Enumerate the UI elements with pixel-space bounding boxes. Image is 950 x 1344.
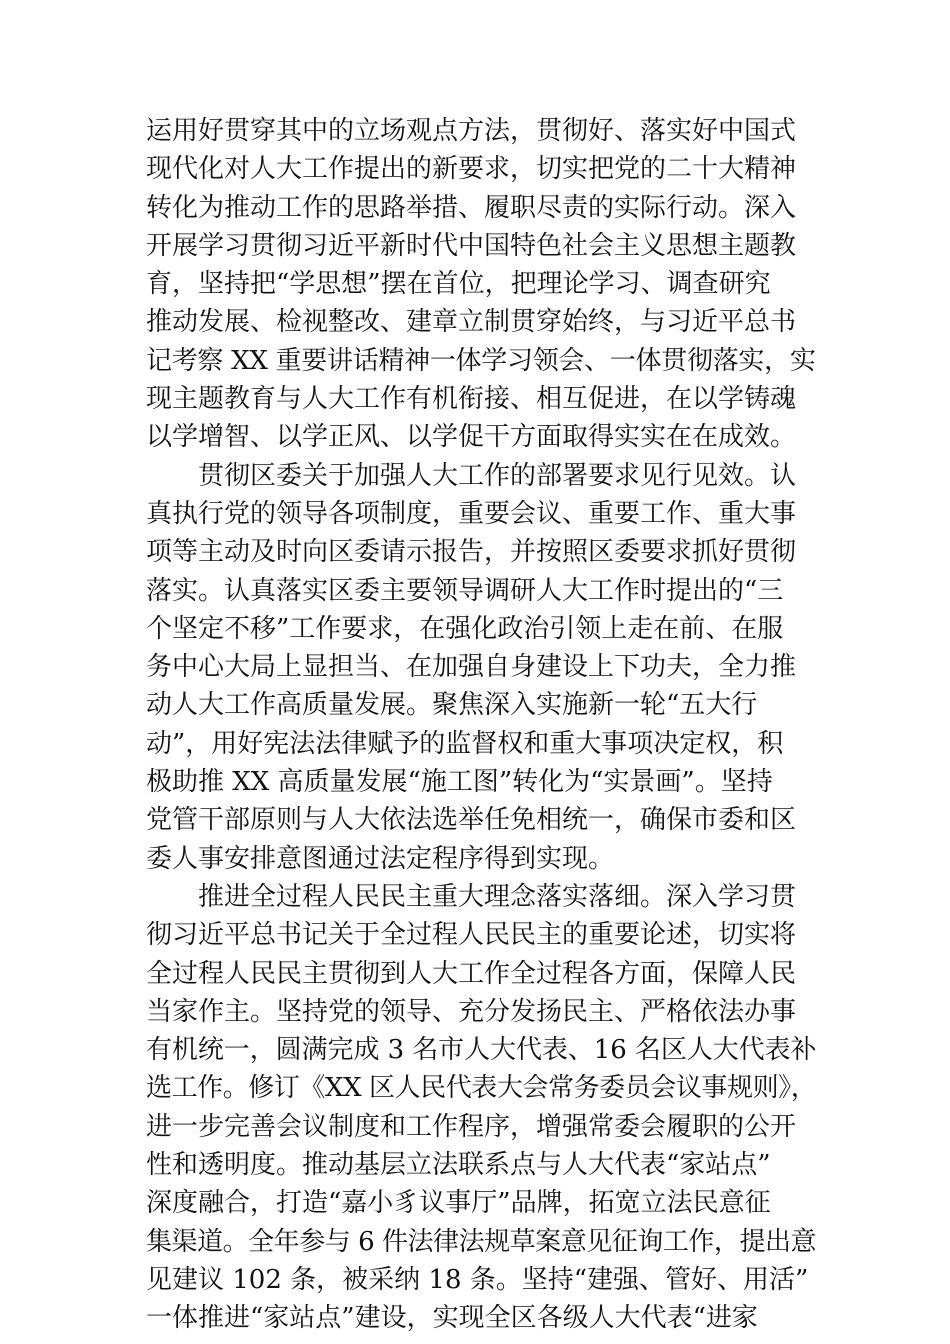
text-line: 委人事安排意图通过法定程序得到实现。 [146, 843, 615, 874]
text-line: 现代化对人大工作提出的新要求，切实把党的二十大精神 [146, 154, 797, 185]
paragraph [146, 457, 816, 878]
text-line: 现主题教育与人大工作有机衔接、相互促进，在以学铸魂 [146, 384, 797, 415]
text-line: 动”，用好宪法法律赋予的监督权和重大事项决定权，积 [146, 728, 784, 759]
text-line: 运用好贯穿其中的立场观点方法，贯彻好、落实好中国式 [146, 116, 797, 146]
text-line: 党管干部原则与人大依法选举任免相统一，确保市委和区 [146, 805, 797, 836]
text-line: 开展学习贯彻习近平新时代中国特色社会主义思想主题教 [146, 230, 797, 261]
text-line: 彻习近平总书记关于全过程人民民主的重要论述，切实将 [146, 920, 797, 951]
text-line: 有机统一，圆满完成 3 名市人大代表、16 名区人大代表补 [146, 1035, 817, 1066]
document-body [146, 112, 816, 1338]
paragraph [146, 112, 816, 457]
text-line: 落实。认真落实区委主要领导调研人大工作时提出的“三 [146, 575, 784, 606]
text-line: 一体推进“家站点”建设，实现全区各级人大代表“进家 [146, 1303, 758, 1334]
text-line: 推进全过程人民民主重大理念落实落细。深入学习贯 [198, 881, 797, 912]
text-line: 推动发展、检视整改、建章立制贯穿始终，与习近平总书 [146, 307, 797, 338]
text-line: 以学增智、以学正风、以学促干方面取得实实在在成效。 [146, 422, 797, 453]
text-line: 动人大工作高质量发展。聚焦深入实施新一轮“五大行 [146, 690, 758, 721]
text-line: 真执行党的领导各项制度，重要会议、重要工作、重大事 [146, 498, 797, 529]
text-line: 贯彻区委关于加强人大工作的部署要求见行见效。认 [198, 460, 797, 491]
text-line: 全过程人民民主贯彻到人大工作全过程各方面，保障人民 [146, 958, 797, 989]
text-line: 集渠道。全年参与 6 件法律法规草案意见征询工作，提出意 [146, 1226, 817, 1257]
text-line: 极助推 XX 高质量发展“施工图”转化为“实景画”。坚持 [146, 767, 773, 798]
text-line: 见建议 102 条，被采纳 18 条。坚持“建强、管好、用活” [146, 1264, 809, 1295]
text-line: 育，坚持把“学思想”摆在首位，把理论学习、调查研究 [146, 269, 771, 300]
text-line: 进一步完善会议制度和工作程序，增强常委会履职的公开 [146, 1111, 797, 1142]
text-line: 转化为推动工作的思路举措、履职尽责的实际行动。深入 [146, 192, 797, 223]
text-line: 当家作主。坚持党的领导、充分发扬民主、严格依法办事 [146, 996, 797, 1027]
text-line: 深度融合，打造“嘉小豸议事厅”品牌，拓宽立法民意征 [146, 1188, 771, 1219]
paragraph [146, 878, 816, 1338]
text-line: 性和透明度。推动基层立法联系点与人大代表“家站点” [146, 1150, 771, 1181]
text-line: 记考察 XX 重要讲话精神一体学习领会、一体贯彻落实，实 [146, 345, 816, 376]
text-line: 务中心大局上显担当、在加强自身建设上下功夫，全力推 [146, 652, 797, 683]
text-line: 个坚定不移”工作要求，在强化政治引领上走在前、在服 [146, 613, 784, 644]
text-line: 选工作。修订《XX 区人民代表大会常务委员会议事规则》， [146, 1073, 817, 1104]
text-line: 项等主动及时向区委请示报告，并按照区委要求抓好贯彻 [146, 537, 797, 568]
